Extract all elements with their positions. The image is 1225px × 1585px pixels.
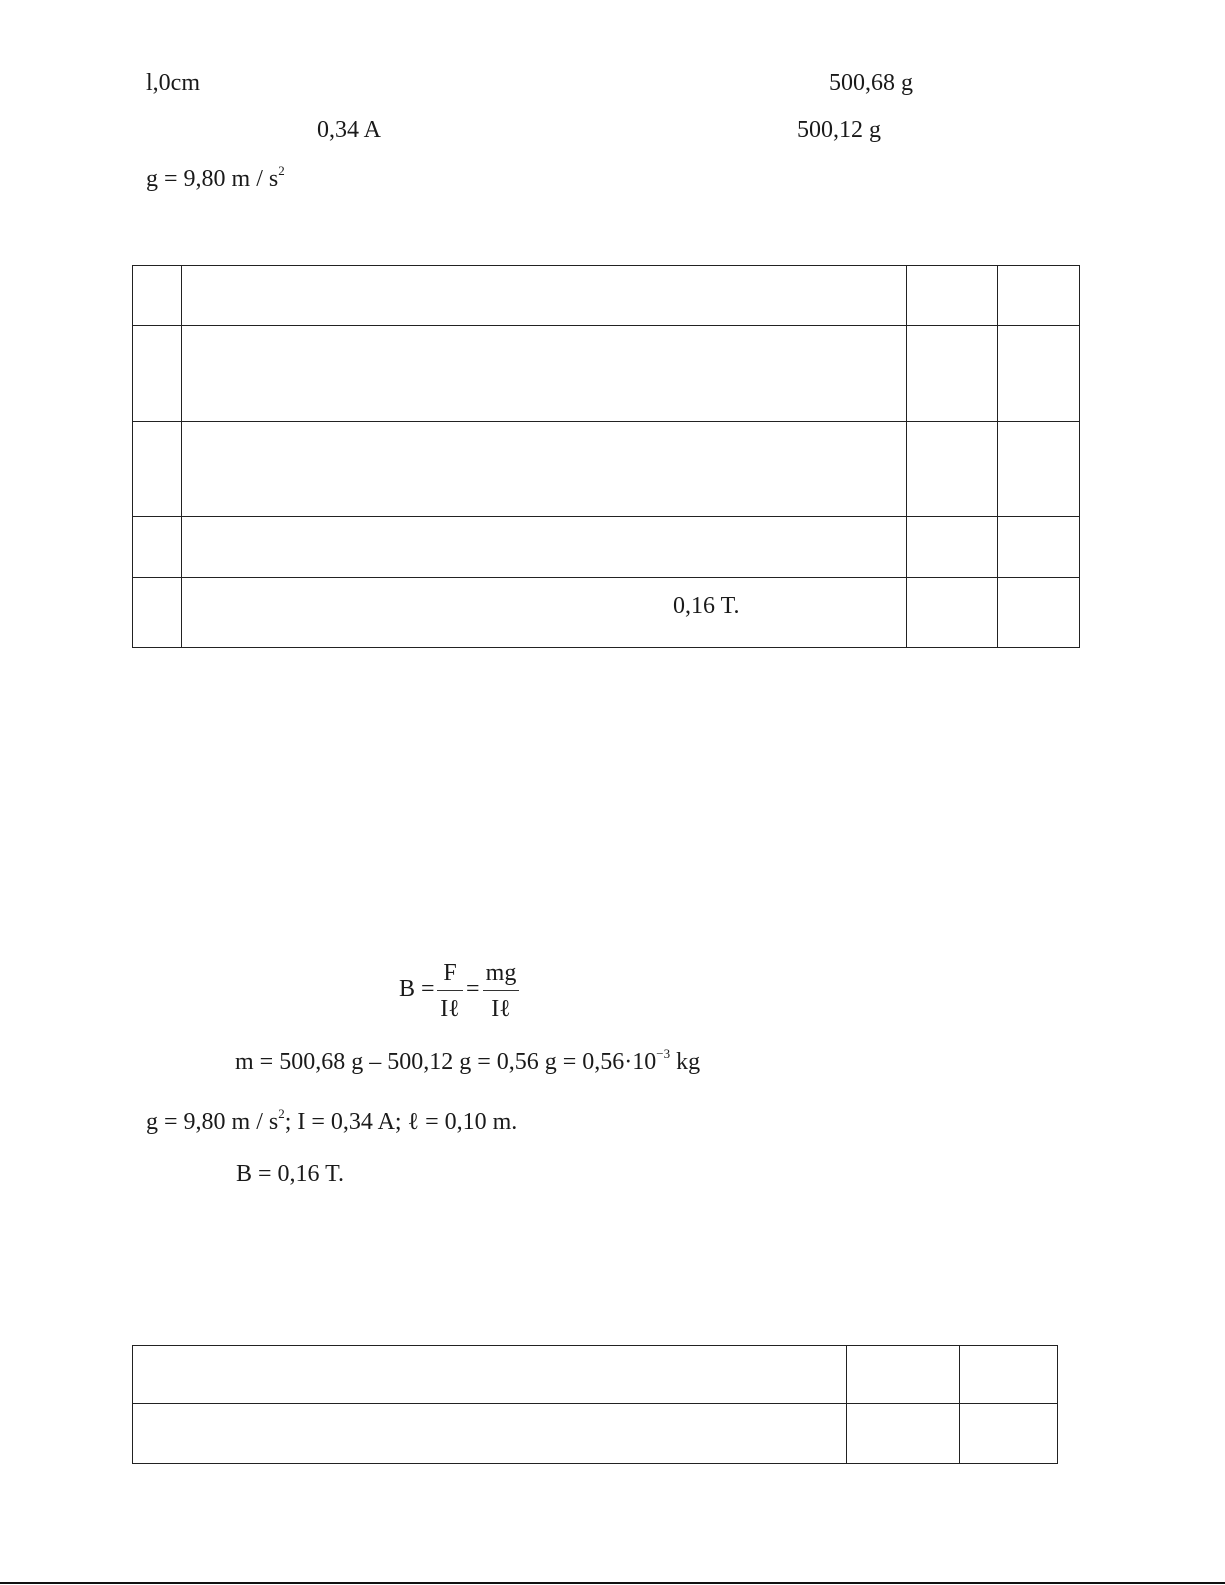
- formula-lhs: B =: [399, 976, 435, 1002]
- fraction-mg-over-il: [483, 961, 519, 1021]
- table2-row-divider: [133, 1403, 1057, 1404]
- table1-col-divider: [906, 266, 907, 647]
- table1-col-divider: [181, 266, 182, 647]
- table1-row-divider: [133, 577, 1079, 578]
- given-mass-1: 500,68 g: [829, 70, 913, 96]
- marking-table-1: [132, 265, 1080, 648]
- values-line: g = 9,80 m / $s^2$; I = 0,34 A; ℓ = 0,10 m.: [146, 1106, 518, 1135]
- table1-answer-cell: 0,16 T.: [673, 593, 740, 619]
- result-line: B = 0,16 T.: [236, 1161, 344, 1187]
- mass-calculation: m = 500,68 g – 500,12 g = 0,56 $g = 0,56\cdot 10^{-3}$ kg: [235, 1046, 701, 1075]
- table1-row-divider: [133, 516, 1079, 517]
- table1-row-divider: [133, 325, 1079, 326]
- table1-col-divider: [997, 266, 998, 647]
- fraction-force-over-il: [437, 961, 463, 1021]
- given-length: l,0cm: [146, 70, 200, 96]
- fraction-numerator: F: [437, 961, 463, 991]
- formula-equals: =: [466, 976, 480, 1002]
- page-bottom-rule: [0, 1582, 1225, 1584]
- fraction-denominator: Iℓ: [491, 996, 511, 1022]
- given-mass-2: 500,12 g: [797, 117, 881, 143]
- given-gravity: g = 9,80 m / $s^2$: [146, 163, 285, 192]
- given-current: 0,34 A: [317, 117, 382, 143]
- table2-col-divider: [846, 1346, 847, 1463]
- fraction-numerator: mg: [483, 961, 519, 991]
- table2-col-divider: [959, 1346, 960, 1463]
- fraction-denominator: Iℓ: [440, 996, 460, 1022]
- table1-row-divider: [133, 421, 1079, 422]
- marking-table-2: [132, 1345, 1058, 1464]
